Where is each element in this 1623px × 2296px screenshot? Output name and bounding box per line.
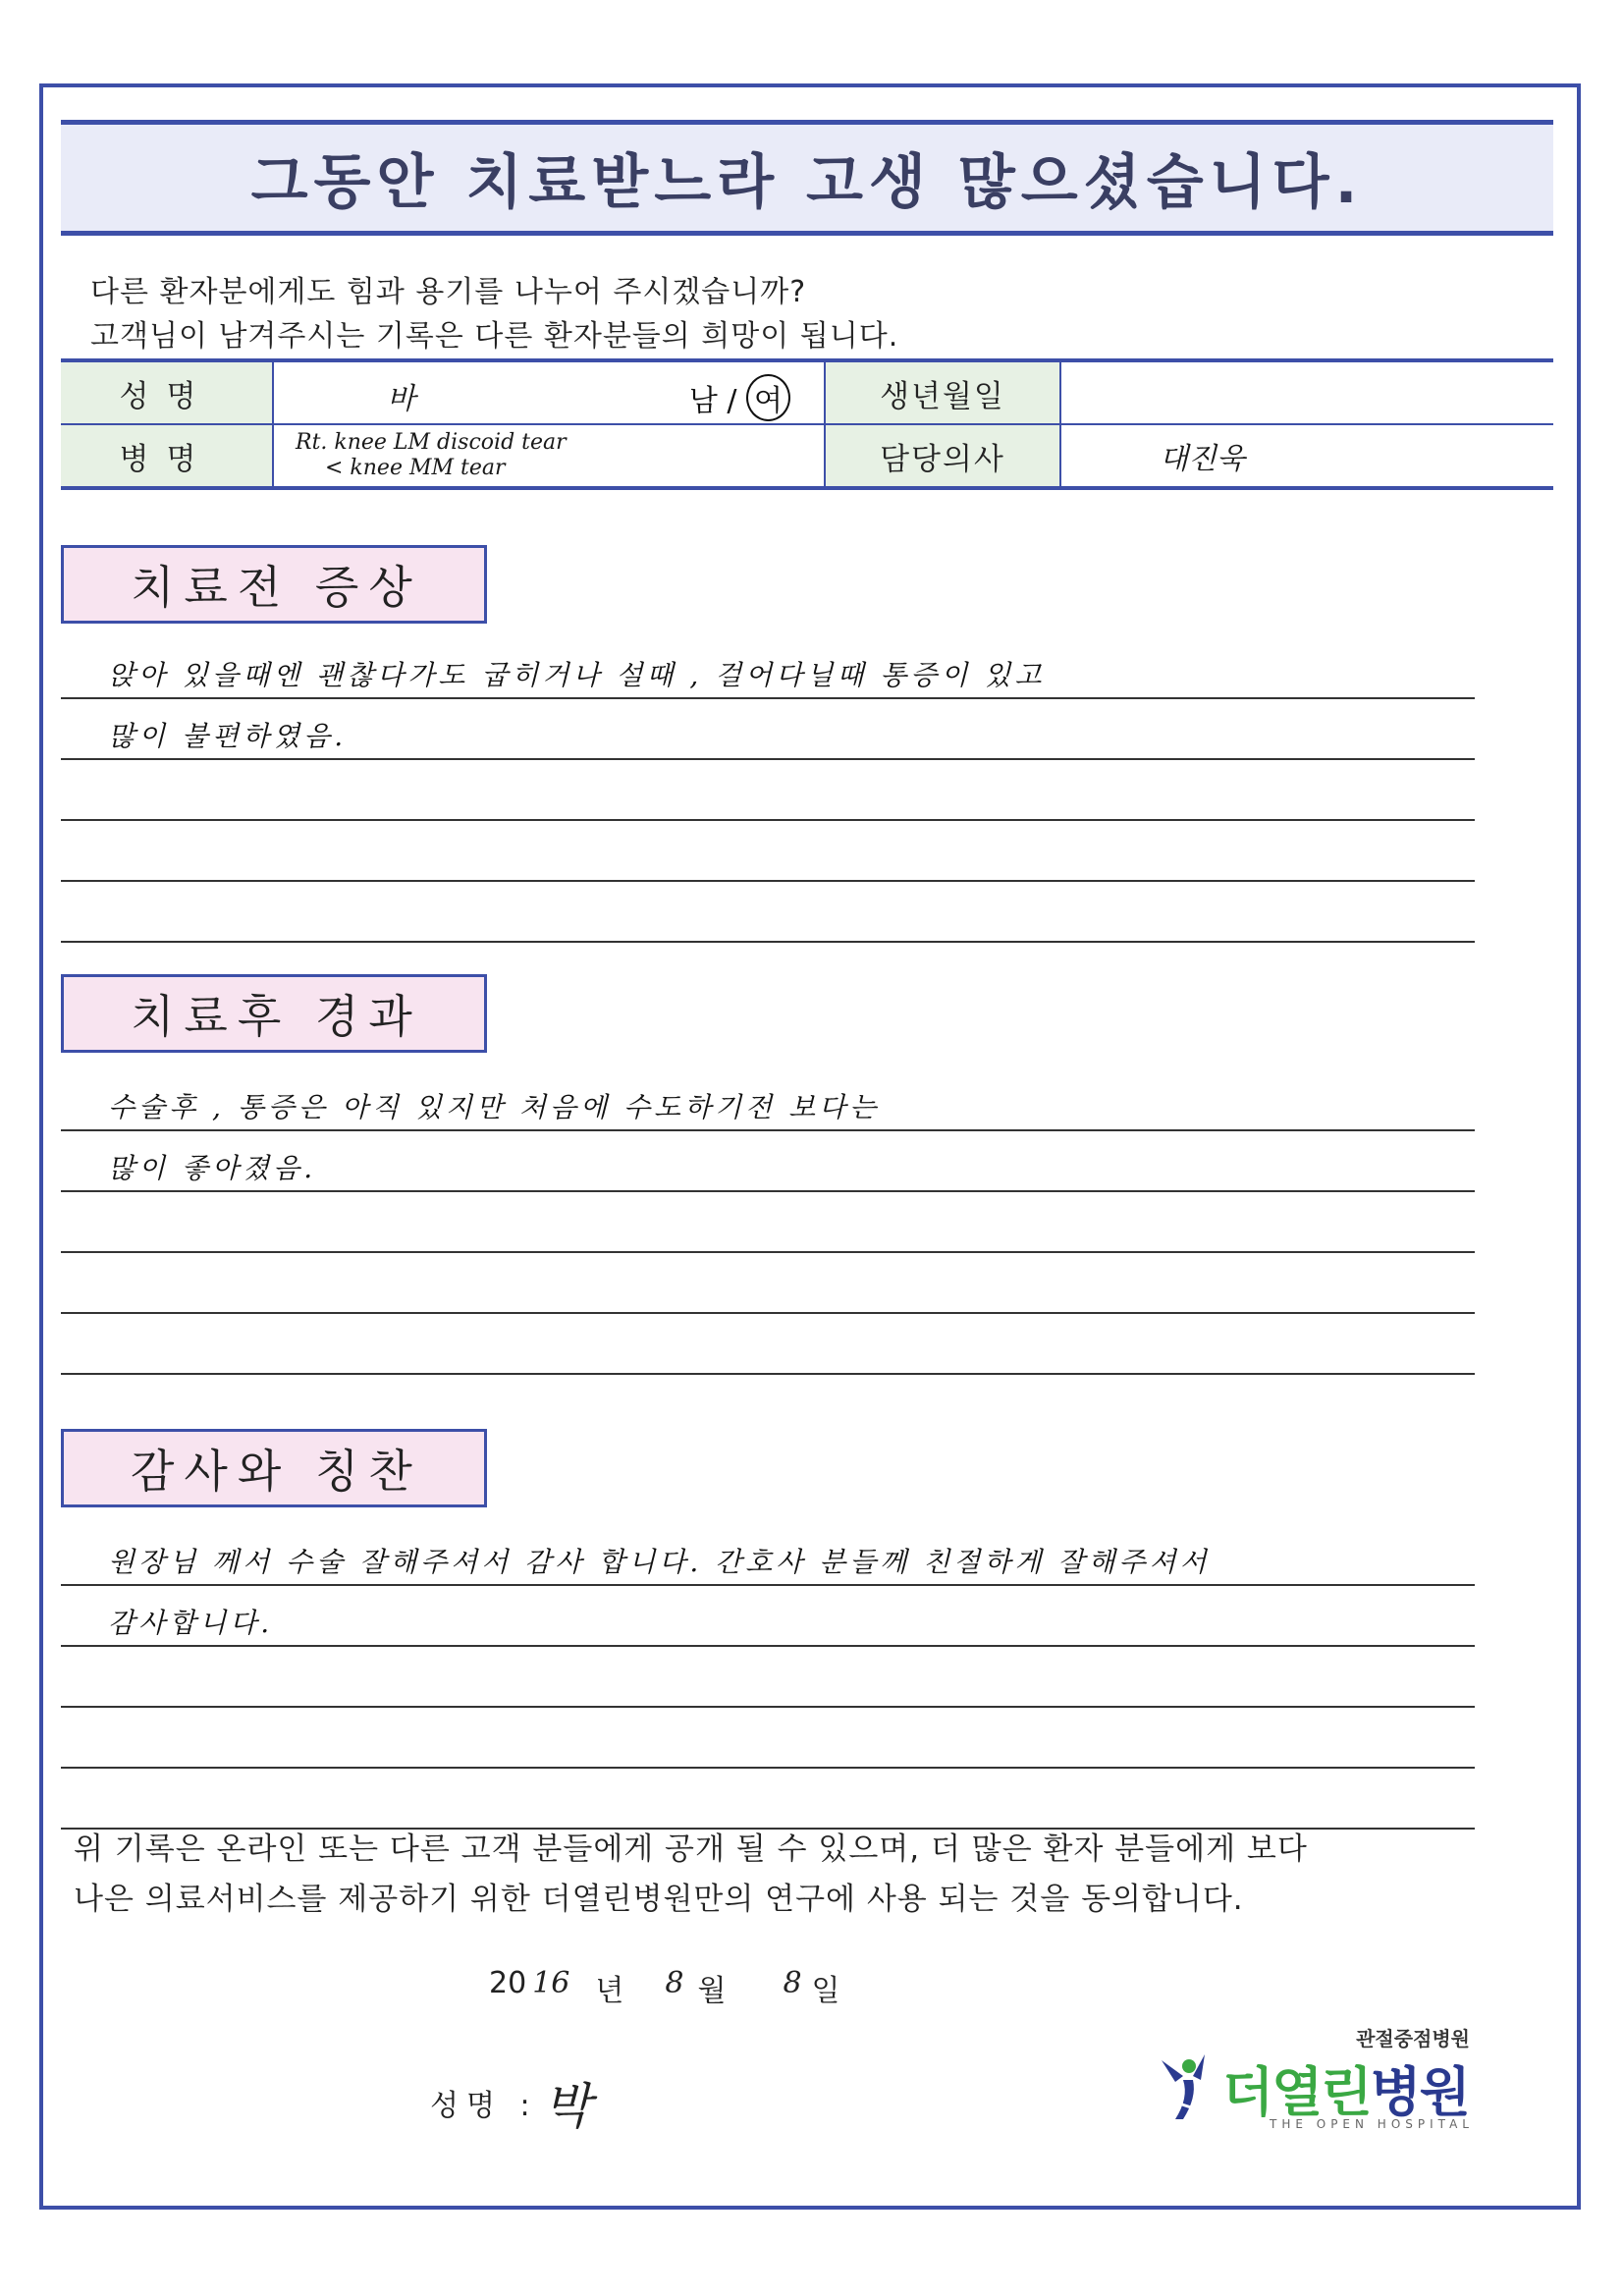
section-before-lines [61, 638, 1475, 943]
text-line [61, 1708, 1475, 1769]
logo-english: THE OPEN HOSPITAL [1270, 2117, 1474, 2131]
intro-line-2: 고객님이 남겨주시는 기록은 다른 환자분들의 희망이 됩니다. [90, 319, 899, 354]
signature-label: 성명 : [430, 2089, 538, 2123]
disease-line-2: < knee MM tear [325, 456, 506, 480]
hospital-logo [1154, 2023, 1478, 2136]
text-line: 원장님 께서 수술 잘해주셔서 감사 합니다. 간호사 분들께 친절하게 잘해주셔서 [61, 1525, 1475, 1586]
name-value: 바 [387, 382, 415, 416]
gender-selected: 여 [746, 374, 790, 421]
date-field [489, 1966, 840, 2009]
text-line: 감사합니다. [61, 1586, 1475, 1647]
signature-field [430, 2067, 591, 2138]
text-line: 앉아 있을때엔 괜찮다가도 굽히거나 설때 , 걸어다닐때 통증이 있고 [61, 638, 1475, 699]
year-prefix: 20 [489, 1966, 527, 2000]
birth-value [1060, 360, 1553, 424]
logo-name-part1: 더열린 [1222, 2061, 1371, 2123]
doctor-value: 대진욱 [1060, 424, 1553, 488]
logo-subtitle: 관절중점병원 [1356, 2027, 1470, 2050]
text-line: 많이 불편하였음. [61, 699, 1475, 760]
text-line [61, 1192, 1475, 1253]
text-line [61, 1253, 1475, 1314]
consent-text [74, 1825, 1308, 1925]
name-cell [273, 360, 825, 424]
text-line [61, 1314, 1475, 1375]
gender-options: 남 / [688, 384, 737, 418]
day-label: 일 [811, 1974, 840, 2008]
disease-label: 병명 [61, 424, 273, 488]
logo-name-part2: 병원 [1370, 2061, 1469, 2123]
text-line [61, 821, 1475, 882]
logo-mark-icon [1154, 2047, 1222, 2125]
intro-line-1: 다른 환자분에게도 힘과 용기를 나누어 주시겠습니까? [90, 275, 807, 309]
intro-text [90, 270, 898, 358]
doctor-label: 담당의사 [825, 424, 1060, 488]
section-before-title: 치료전 증상 [61, 545, 487, 624]
text-line [61, 1647, 1475, 1708]
birth-label: 생년월일 [825, 360, 1060, 424]
signature-value: 박 [543, 2078, 591, 2135]
text-line [61, 882, 1475, 943]
text-line: 많이 좋아졌음. [61, 1131, 1475, 1192]
consent-line-2: 나은 의료서비스를 제공하기 위한 더열린병원만의 연구에 사용 되는 것을 동의합니다. [74, 1882, 1244, 1917]
disease-value [273, 424, 825, 488]
year-value: 16 [532, 1966, 570, 2000]
patient-info-table [61, 358, 1553, 490]
name-label: 성명 [61, 360, 273, 424]
month-value: 8 [665, 1966, 684, 2000]
year-label: 년 [595, 1974, 624, 2008]
section-after-lines [61, 1070, 1475, 1375]
gender-field [689, 374, 812, 421]
text-line [61, 1769, 1475, 1830]
text-line [61, 760, 1475, 821]
section-after-title: 치료후 경과 [61, 974, 487, 1053]
title-banner [61, 120, 1553, 236]
section-thanks-title: 감사와 칭찬 [61, 1429, 487, 1507]
consent-line-1: 위 기록은 온라인 또는 다른 고객 분들에게 공개 될 수 있으며, 더 많은 환자 분들에게 보다 [74, 1831, 1308, 1867]
disease-line-1: Rt. knee LM discoid tear [296, 430, 567, 455]
day-value: 8 [783, 1966, 802, 2000]
month-label: 월 [697, 1974, 727, 2008]
page-title: 그동안 치료받느라 고생 많으셨습니다. [250, 148, 1364, 217]
logo-name [1222, 2050, 1469, 2126]
text-line: 수술후 , 통증은 아직 있지만 처음에 수도하기전 보다는 [61, 1070, 1475, 1131]
section-thanks-lines [61, 1525, 1475, 1830]
